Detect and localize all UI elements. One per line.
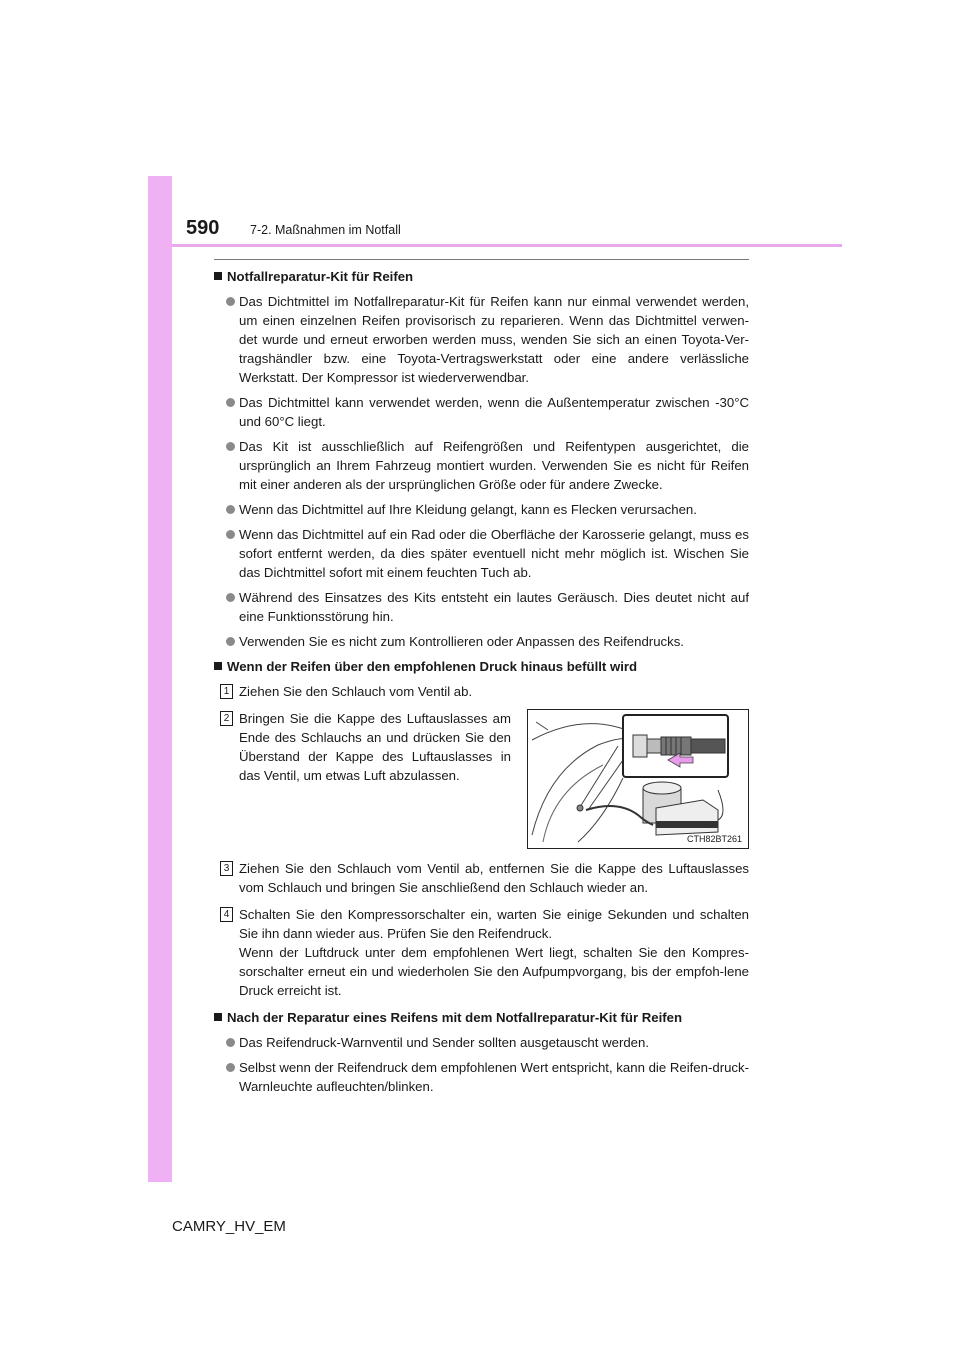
section-heading: Nach der Reparatur eines Reifens mit dem Notfallreparatur-Kit für Reifen [214,1008,749,1027]
round-bullet-icon [226,1063,235,1072]
tire-valve-illustration [528,710,748,848]
bullet-item: Das Reifendruck-Warnventil und Sender sollten ausgetauscht werden. [214,1033,749,1052]
chapter-sidebar-tab [148,176,172,1182]
bullet-item: Das Kit ist ausschließlich auf Reifengrößen und Reifentypen ausgerichtet, die ursprünglich an Ihrem Fahrzeug montiert wurden. Verwenden Sie es nicht für Reifen mit einer anderen als der ursprünglichen Größe oder für andere Zwecke. [214,437,749,494]
bullet-item: Das Dichtmittel kann verwendet werden, wenn die Außentemperatur zwischen -30°C und 60°C liegt. [214,393,749,431]
step-number: 1 [220,684,233,699]
round-bullet-icon [226,505,235,514]
square-bullet-icon [214,662,222,670]
bullet-item: Wenn das Dichtmittel auf Ihre Kleidung gelangt, kann es Flecken verursachen. [214,500,749,519]
section-heading: Notfallreparatur-Kit für Reifen [214,267,749,286]
chapter-title: 7-2. Maßnahmen im Notfall [250,223,401,237]
step-item: 1 Ziehen Sie den Schlauch vom Ventil ab. [214,682,749,701]
square-bullet-icon [214,1013,222,1021]
step-item: 3 Ziehen Sie den Schlauch vom Ventil ab, entfernen Sie die Kappe des Luftauslasses vom Schlauch und bringen Sie anschließend den Schlauch wieder an. [214,859,749,897]
bullet-item: Das Dichtmittel im Notfallreparatur-Kit für Reifen kann nur einmal verwendet werden, um einen einzelnen Reifen provisorisch zu reparieren. Wenn das Dichtmittel verwen-det wurde und erneut erworben werden muss, wenden Sie sich an einen Toyota-Ver-tragshändler bzw. eine Toyota-Vertragswerkstatt oder eine andere verlässliche Werkstatt. Der Kompressor ist wiederverwendbar. [214,292,749,387]
round-bullet-icon [226,297,235,306]
round-bullet-icon [226,442,235,451]
figure-code: CTH82BT261 [686,834,742,844]
round-bullet-icon [226,637,235,646]
round-bullet-icon [226,398,235,407]
round-bullet-icon [226,593,235,602]
step-number: 2 [220,711,233,726]
document-id: CAMRY_HV_EM [172,1218,286,1235]
round-bullet-icon [226,530,235,539]
bullet-item: Wenn das Dichtmittel auf ein Rad oder die Oberfläche der Karosserie gelangt, muss es sofort entfernt werden, da dies später eventuell nicht mehr möglich ist. Wischen Sie das Dichtmittel sofort mit einem feuchten Tuch ab. [214,525,749,582]
step-number: 3 [220,861,233,876]
round-bullet-icon [226,1038,235,1047]
step-number: 4 [220,907,233,922]
square-bullet-icon [214,272,222,280]
step-item: 2 Bringen Sie die Kappe des Luftauslasses am Ende des Schlauchs an und drücken Sie den Überstand der Kappe des Luftauslasses in das Ventil, um etwas Luft abzulassen. [214,709,511,785]
header-rule [172,244,842,247]
page-content [214,267,749,1102]
section-heading: Wenn der Reifen über den empfohlenen Druck hinaus befüllt wird [214,657,749,676]
step-with-figure [214,709,749,849]
bullet-item: Verwenden Sie es nicht zum Kontrollieren oder Anpassen des Reifendrucks. [214,632,749,651]
content-divider [214,259,749,260]
step-item: 4 Schalten Sie den Kompressorschalter ein, warten Sie einige Sekunden und schalten Sie ihn dann wieder aus. Prüfen Sie den Reifendruck. Wenn der Luftdruck unter dem empfohlenen Wert liegt, schalten Sie den Kompres-sorschalter erneut ein und wiederholen Sie den Aufpumpvorgang, bis der empfoh-lene Druck erreicht ist. [214,905,749,1000]
bullet-item: Selbst wenn der Reifendruck dem empfohlenen Wert entspricht, kann die Reifen-druck-Warnleuchte aufleuchten/blinken. [214,1058,749,1096]
illustration-figure [527,709,749,849]
page-number: 590 [186,217,220,239]
bullet-item: Während des Einsatzes des Kits entsteht ein lautes Geräusch. Dies deutet nicht auf eine Funktionsstörung hin. [214,588,749,626]
